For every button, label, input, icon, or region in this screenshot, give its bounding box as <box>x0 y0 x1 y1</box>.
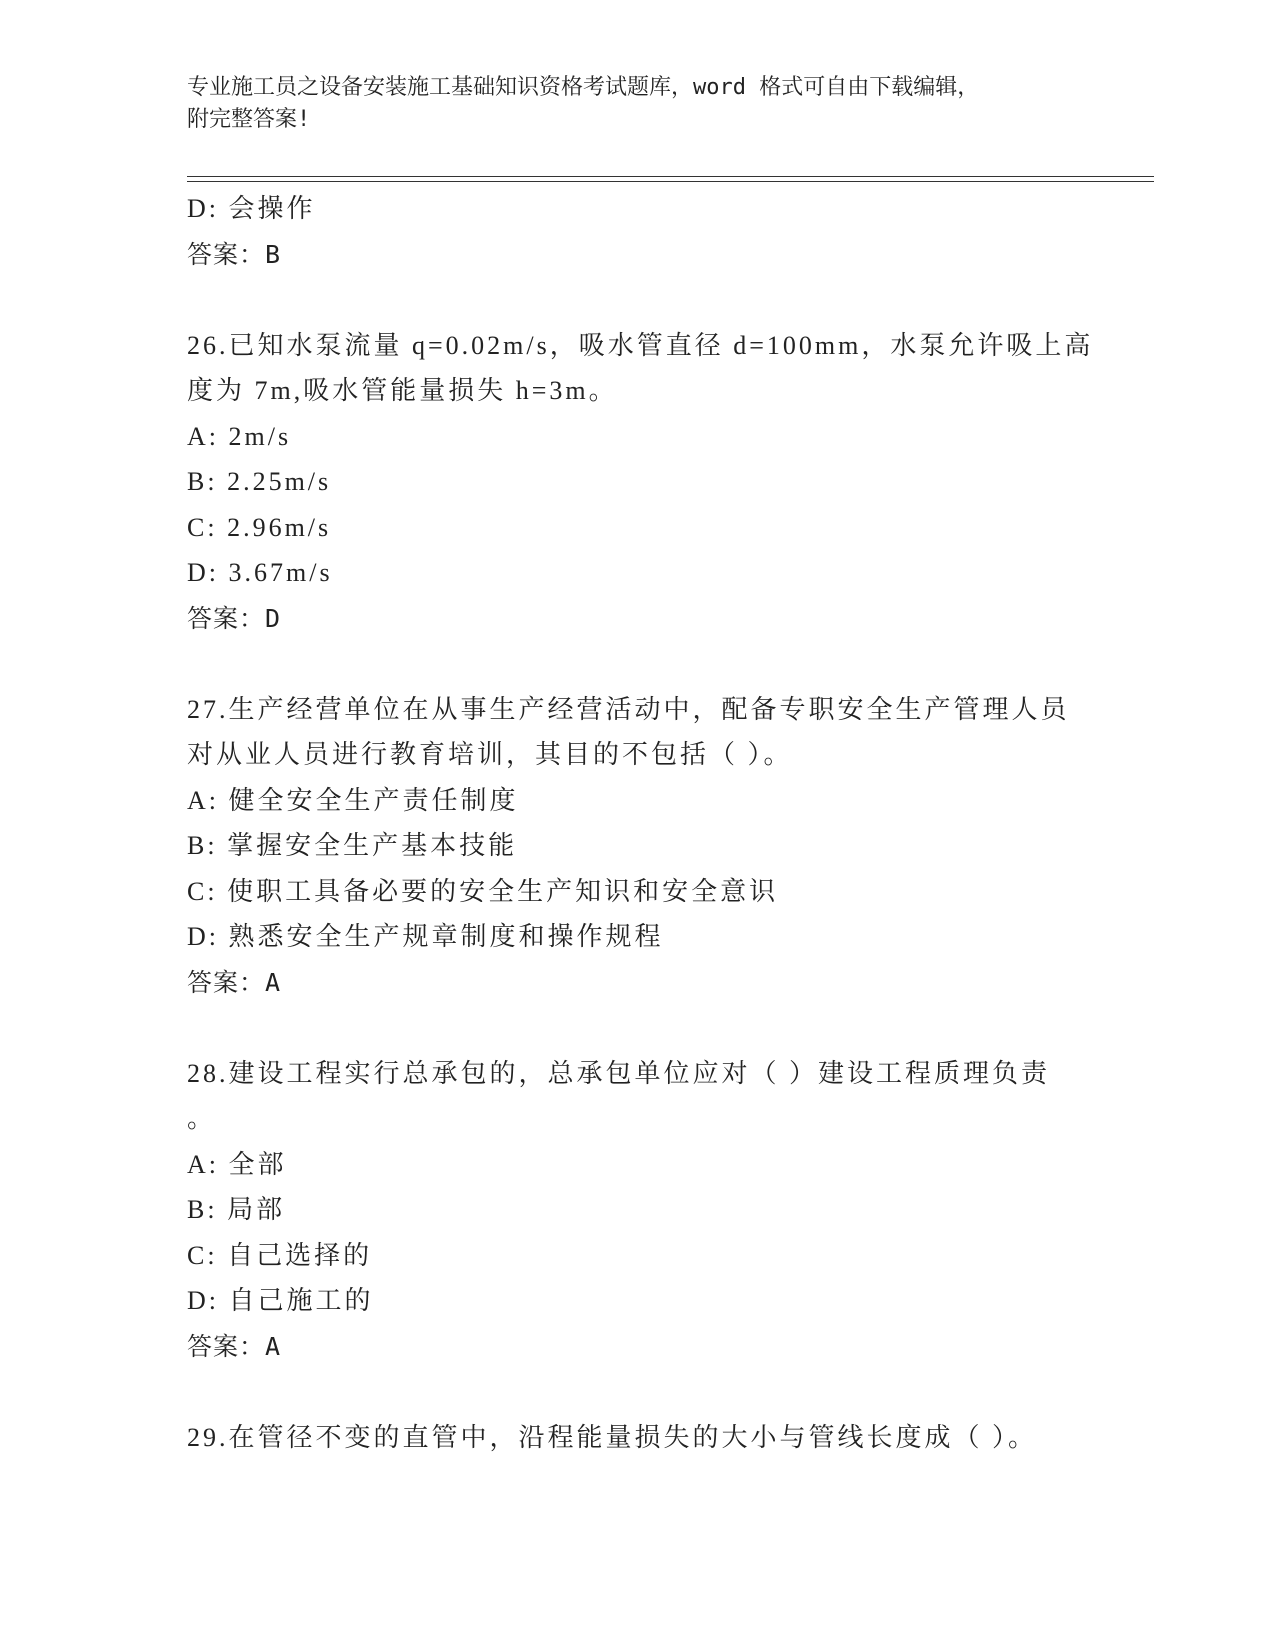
question-stem: 度为 7m,吸水管能量损失 h=3m。 <box>187 376 618 405</box>
question-stem: 29.在管径不变的直管中，沿程能量损失的大小与管线长度成（ ）。 <box>187 1422 1038 1452</box>
question-27 <box>187 687 1087 1006</box>
question-stem: 26.已知水泵流量 q=0.02m/s，吸水管直径 d=100mm，水泵允许吸上高 <box>187 330 1094 360</box>
option-b: B: 2.25m/s <box>187 467 332 496</box>
spacer <box>187 1005 1087 1051</box>
spacer <box>187 1369 1087 1415</box>
spacer <box>187 641 1087 687</box>
question-28 <box>187 1051 1087 1370</box>
question-stem: 。 <box>187 1104 217 1133</box>
header-divider-bottom <box>187 181 1154 182</box>
option-a: A: 健全安全生产责任制度 <box>187 785 519 815</box>
question-stem: 27.生产经营单位在从事生产经营活动中，配备专职安全生产管理人员 <box>187 694 1070 724</box>
question-29 <box>187 1415 1087 1461</box>
spacer <box>187 277 1087 323</box>
header-line-1: 专业施工员之设备安装施工基础知识资格考试题库，word 格式可自由下载编辑， <box>187 75 980 100</box>
option-b: B: 局部 <box>187 1195 286 1224</box>
option-c: C: 自己选择的 <box>187 1240 373 1270</box>
question-stem: 28.建设工程实行总承包的，总承包单位应对（ ）建设工程质理负责 <box>187 1058 1051 1088</box>
prev-option-d: D: 会操作 <box>187 194 316 223</box>
question-list <box>187 186 1094 1460</box>
option-a: A: 全部 <box>187 1149 287 1179</box>
option-c: C: 使职工具备必要的安全生产知识和安全意识 <box>187 876 779 906</box>
question-26 <box>187 323 1094 642</box>
option-d: D: 熟悉安全生产规章制度和操作规程 <box>187 922 664 951</box>
answer: 答案：D <box>187 603 282 633</box>
option-d: D: 3.67m/s <box>187 558 333 587</box>
header-divider-top <box>187 176 1154 177</box>
option-b: B: 掌握安全生产基本技能 <box>187 831 518 860</box>
answer: 答案：A <box>187 967 282 997</box>
question-stem: 对从业人员进行教育培训，其目的不包括（ ）。 <box>187 740 793 769</box>
answer: 答案：A <box>187 1331 282 1361</box>
prev-answer: 答案：B <box>187 239 282 269</box>
option-a: A: 2m/s <box>187 421 292 451</box>
option-c: C: 2.96m/s <box>187 512 332 542</box>
header-line-2: 附完整答案! <box>187 107 311 132</box>
option-d: D: 自己施工的 <box>187 1286 374 1315</box>
page-header <box>187 72 1087 136</box>
